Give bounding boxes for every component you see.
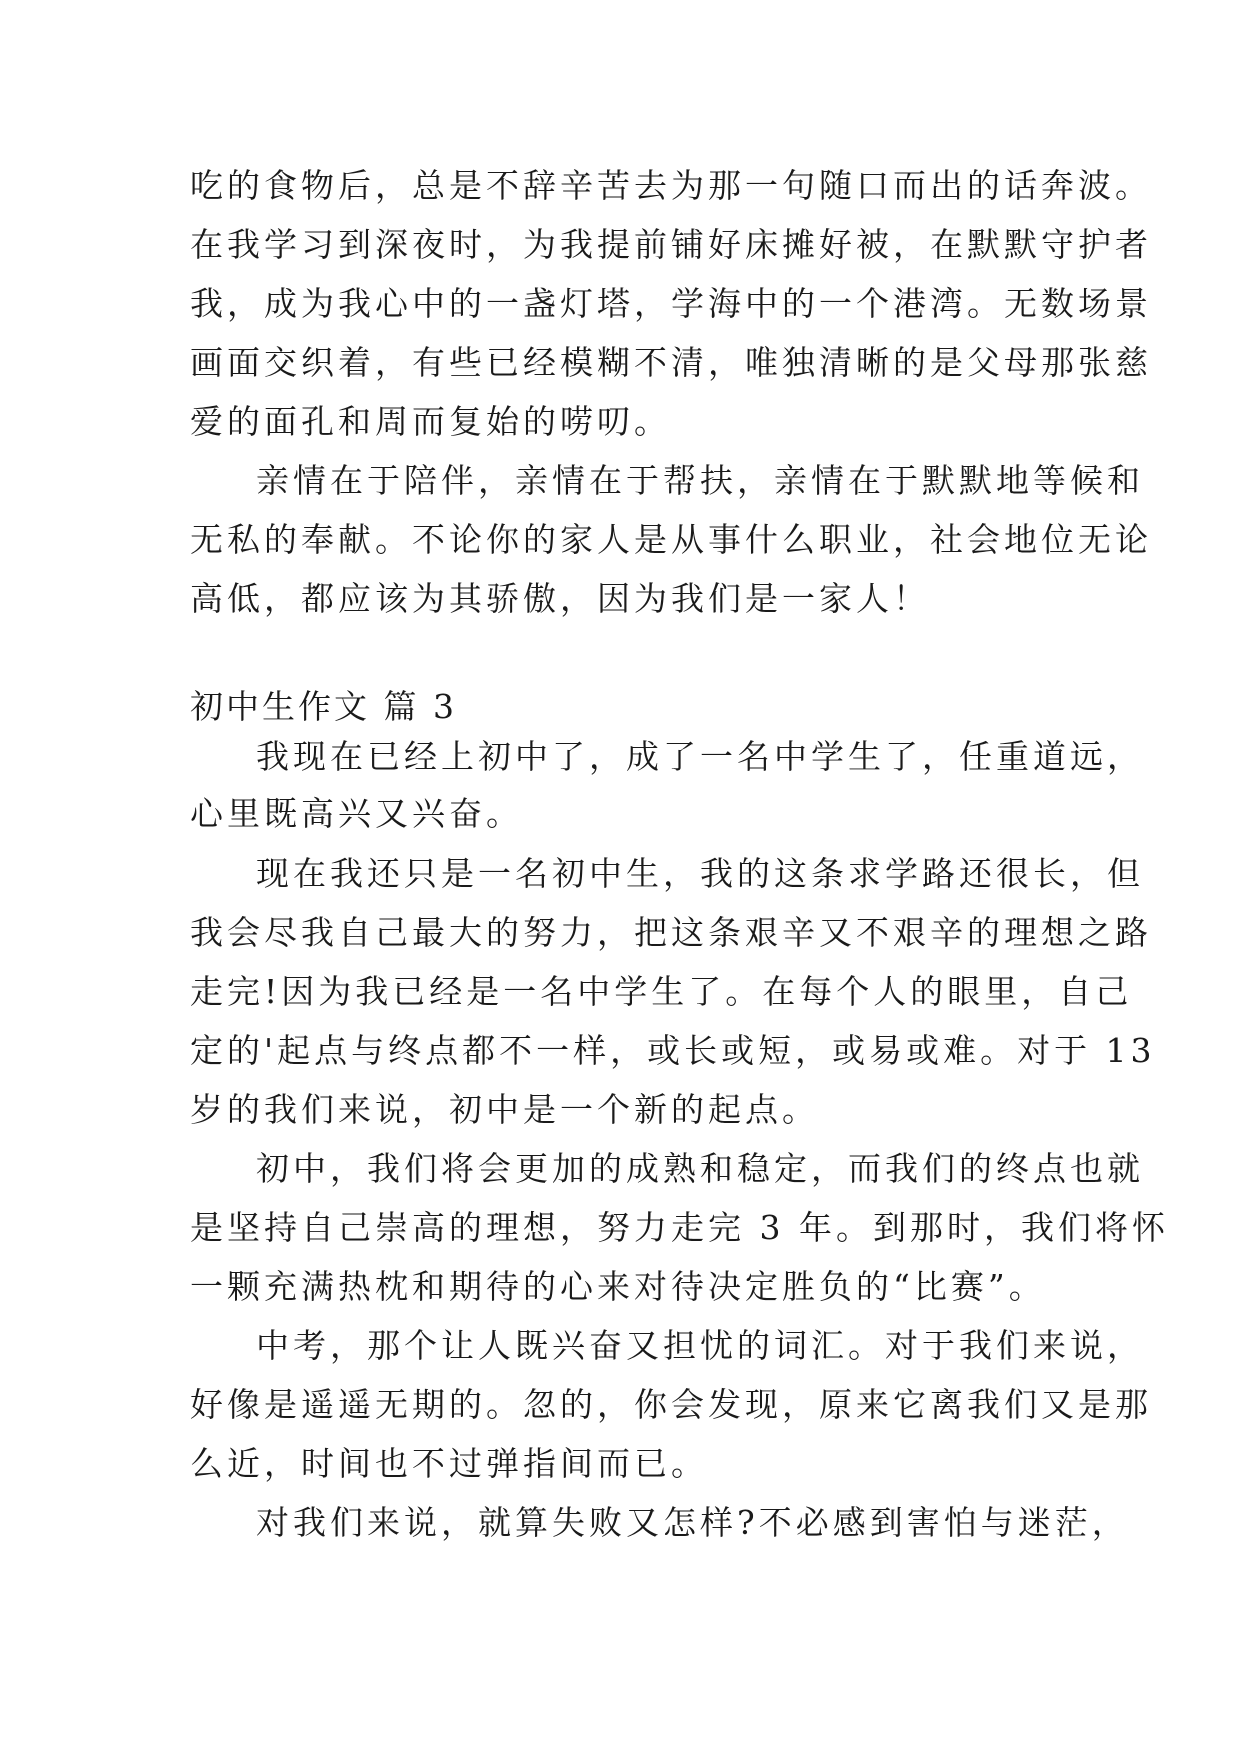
text-line: 我会尽我自己最大的努力，把这条艰辛又不艰辛的理想之路 <box>190 913 1152 952</box>
text-line: 一颗充满热枕和期待的心来对待决定胜负的“比赛”。 <box>190 1267 1046 1306</box>
paragraph-first-line: 中考，那个让人既兴奋又担忧的词汇。对于我们来说， <box>256 1326 1144 1365</box>
paragraph-first-line: 现在我还只是一名初中生，我的这条求学路还很长，但 <box>256 854 1144 893</box>
text-line: 我，成为我心中的一盏灯塔，学海中的一个港湾。无数场景 <box>190 284 1152 323</box>
text-line: 高低，都应该为其骄傲，因为我们是一家人！ <box>190 579 930 618</box>
text-line: 定的'起点与终点都不一样，或长或短，或易或难。对于 13 <box>190 1031 1156 1070</box>
text-line: 走完!因为我已经是一名中学生了。在每个人的眼里，自己 <box>190 972 1133 1011</box>
section-heading: 初中生作文 篇 3 <box>190 687 457 726</box>
text-line: 在我学习到深夜时，为我提前铺好床摊好被，在默默守护者 <box>190 225 1152 264</box>
paragraph-first-line: 亲情在于陪伴，亲情在于帮扶，亲情在于默默地等候和 <box>256 461 1144 500</box>
text-line: 吃的食物后，总是不辞辛苦去为那一句随口而出的话奔波。 <box>190 166 1152 205</box>
paragraph-first-line: 对我们来说，就算失败又怎样?不必感到害怕与迷茫， <box>256 1503 1129 1542</box>
text-line: 是坚持自己崇高的理想，努力走完 3 年。到那时，我们将怀 <box>190 1208 1169 1247</box>
text-line: 好像是遥遥无期的。忽的，你会发现，原来它离我们又是那 <box>190 1385 1152 1424</box>
text-line: 画面交织着，有些已经模糊不清，唯独清晰的是父母那张慈 <box>190 343 1152 382</box>
text-line: 岁的我们来说，初中是一个新的起点。 <box>190 1090 819 1129</box>
text-line: 爱的面孔和周而复始的唠叨。 <box>190 402 671 441</box>
text-line: 无私的奉献。不论你的家人是从事什么职业，社会地位无论 <box>190 520 1152 559</box>
text-line: 心里既高兴又兴奋。 <box>190 794 523 833</box>
paragraph-first-line: 初中，我们将会更加的成熟和稳定，而我们的终点也就 <box>256 1149 1144 1188</box>
paragraph-first-line: 我现在已经上初中了，成了一名中学生了，任重道远， <box>256 737 1144 776</box>
text-line: 么近，时间也不过弹指间而已。 <box>190 1444 708 1483</box>
